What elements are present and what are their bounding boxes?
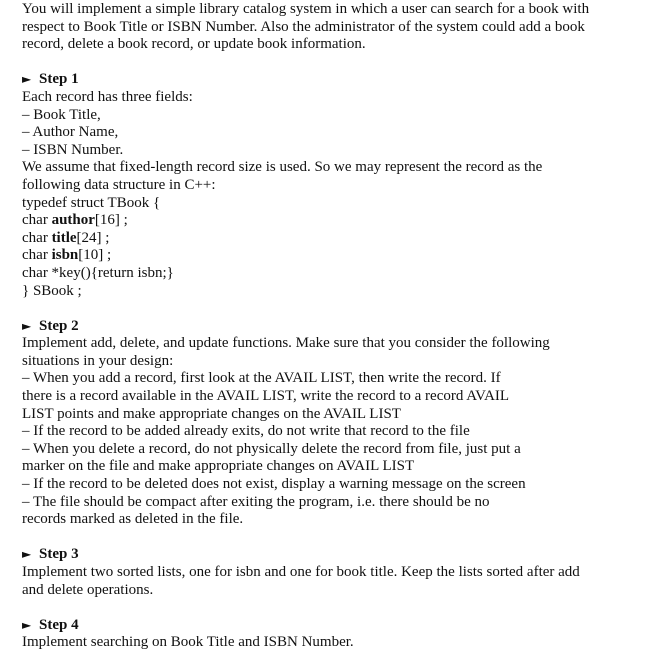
right-pointer-icon: ► bbox=[22, 547, 32, 562]
assignment-document bbox=[22, 1, 642, 652]
step-3-line: Implement two sorted lists, one for isbn and one for book title. Keep the lists sorted after add bbox=[22, 564, 580, 580]
step-4-heading bbox=[22, 617, 642, 635]
step-3-line: and delete operations. bbox=[22, 581, 154, 598]
intro-line: You will implement a simple library catalog system in which a user can search for a book with bbox=[22, 1, 590, 17]
step-2-heading bbox=[22, 318, 642, 336]
step-2-line: – If the record to be added already exits, do not write that record to the file bbox=[22, 423, 470, 440]
step-2-title: Step 2 bbox=[39, 317, 79, 334]
intro-line: record, delete a book record, or update book information. bbox=[22, 36, 366, 53]
code-size: [10] ; bbox=[78, 247, 112, 264]
step-2-line: – If the record to be deleted does not exist, display a warning message on the screen bbox=[22, 476, 526, 493]
struct-field-title bbox=[22, 230, 642, 248]
step-2-line: LIST points and make appropriate changes on the AVAIL LIST bbox=[22, 405, 401, 422]
step-1-title: Step 1 bbox=[39, 71, 79, 88]
intro-paragraph bbox=[22, 1, 642, 54]
step-2-line: – When you add a record, first look at the AVAIL LIST, then write the record. If bbox=[22, 370, 501, 387]
step-1-section bbox=[22, 71, 642, 300]
step-2-line: there is a record available in the AVAIL LIST, write the record to a record AVAIL bbox=[22, 388, 510, 405]
step-2-line: marker on the file and make appropriate changes on AVAIL LIST bbox=[22, 458, 415, 475]
spacer bbox=[22, 300, 642, 318]
right-pointer-icon: ► bbox=[22, 318, 32, 333]
spacer bbox=[22, 529, 642, 547]
code-size: [24] ; bbox=[76, 229, 110, 246]
code-field-name: author bbox=[51, 212, 95, 229]
step-4-section bbox=[22, 617, 642, 652]
step-1-line: following data structure in C++: bbox=[22, 176, 216, 193]
step-2-line: Implement add, delete, and update functions. Make sure that you consider the following bbox=[22, 335, 550, 352]
right-pointer-icon: ► bbox=[22, 72, 32, 87]
struct-field-author bbox=[22, 212, 642, 230]
step-2-line: situations in your design: bbox=[22, 352, 174, 369]
code-type: char bbox=[22, 247, 52, 264]
code-field-name: isbn bbox=[51, 247, 79, 264]
spacer bbox=[22, 599, 642, 617]
step-2-line: – The file should be compact after exiting the program, i.e. there should be no bbox=[22, 493, 490, 510]
step-1-heading bbox=[22, 71, 642, 89]
struct-field-isbn bbox=[22, 247, 642, 265]
step-1-line: We assume that fixed-length record size is used. So we may represent the record as the bbox=[22, 159, 543, 176]
step-1-line: typedef struct TBook { bbox=[22, 194, 161, 211]
step-3-heading bbox=[22, 546, 642, 564]
intro-line: respect to Book Title or ISBN Number. Also the administrator of the system could add a book bbox=[22, 18, 585, 35]
spacer bbox=[22, 54, 642, 72]
step-2-section bbox=[22, 318, 642, 529]
code-type: char bbox=[22, 229, 52, 246]
code-type: char bbox=[22, 212, 52, 229]
step-1-line: – ISBN Number. bbox=[22, 141, 124, 158]
step-1-line: – Book Title, bbox=[22, 106, 101, 123]
step-2-line: records marked as deleted in the file. bbox=[22, 511, 244, 528]
step-1-line: Each record has three fields: bbox=[22, 88, 193, 105]
step-4-line: Implement searching on Book Title and ISBN Number. bbox=[22, 634, 354, 651]
step-2-line: – When you delete a record, do not physically delete the record from file, just put a bbox=[22, 440, 521, 457]
step-3-title: Step 3 bbox=[39, 546, 79, 563]
step-4-title: Step 4 bbox=[39, 616, 79, 633]
code-size: [16] ; bbox=[94, 212, 128, 229]
step-1-line: char *key(){return isbn;} bbox=[22, 264, 174, 281]
step-1-line: – Author Name, bbox=[22, 124, 119, 141]
code-field-name: title bbox=[51, 229, 77, 246]
step-3-section bbox=[22, 546, 642, 599]
right-pointer-icon: ► bbox=[22, 617, 32, 632]
step-1-line: } SBook ; bbox=[22, 282, 82, 299]
